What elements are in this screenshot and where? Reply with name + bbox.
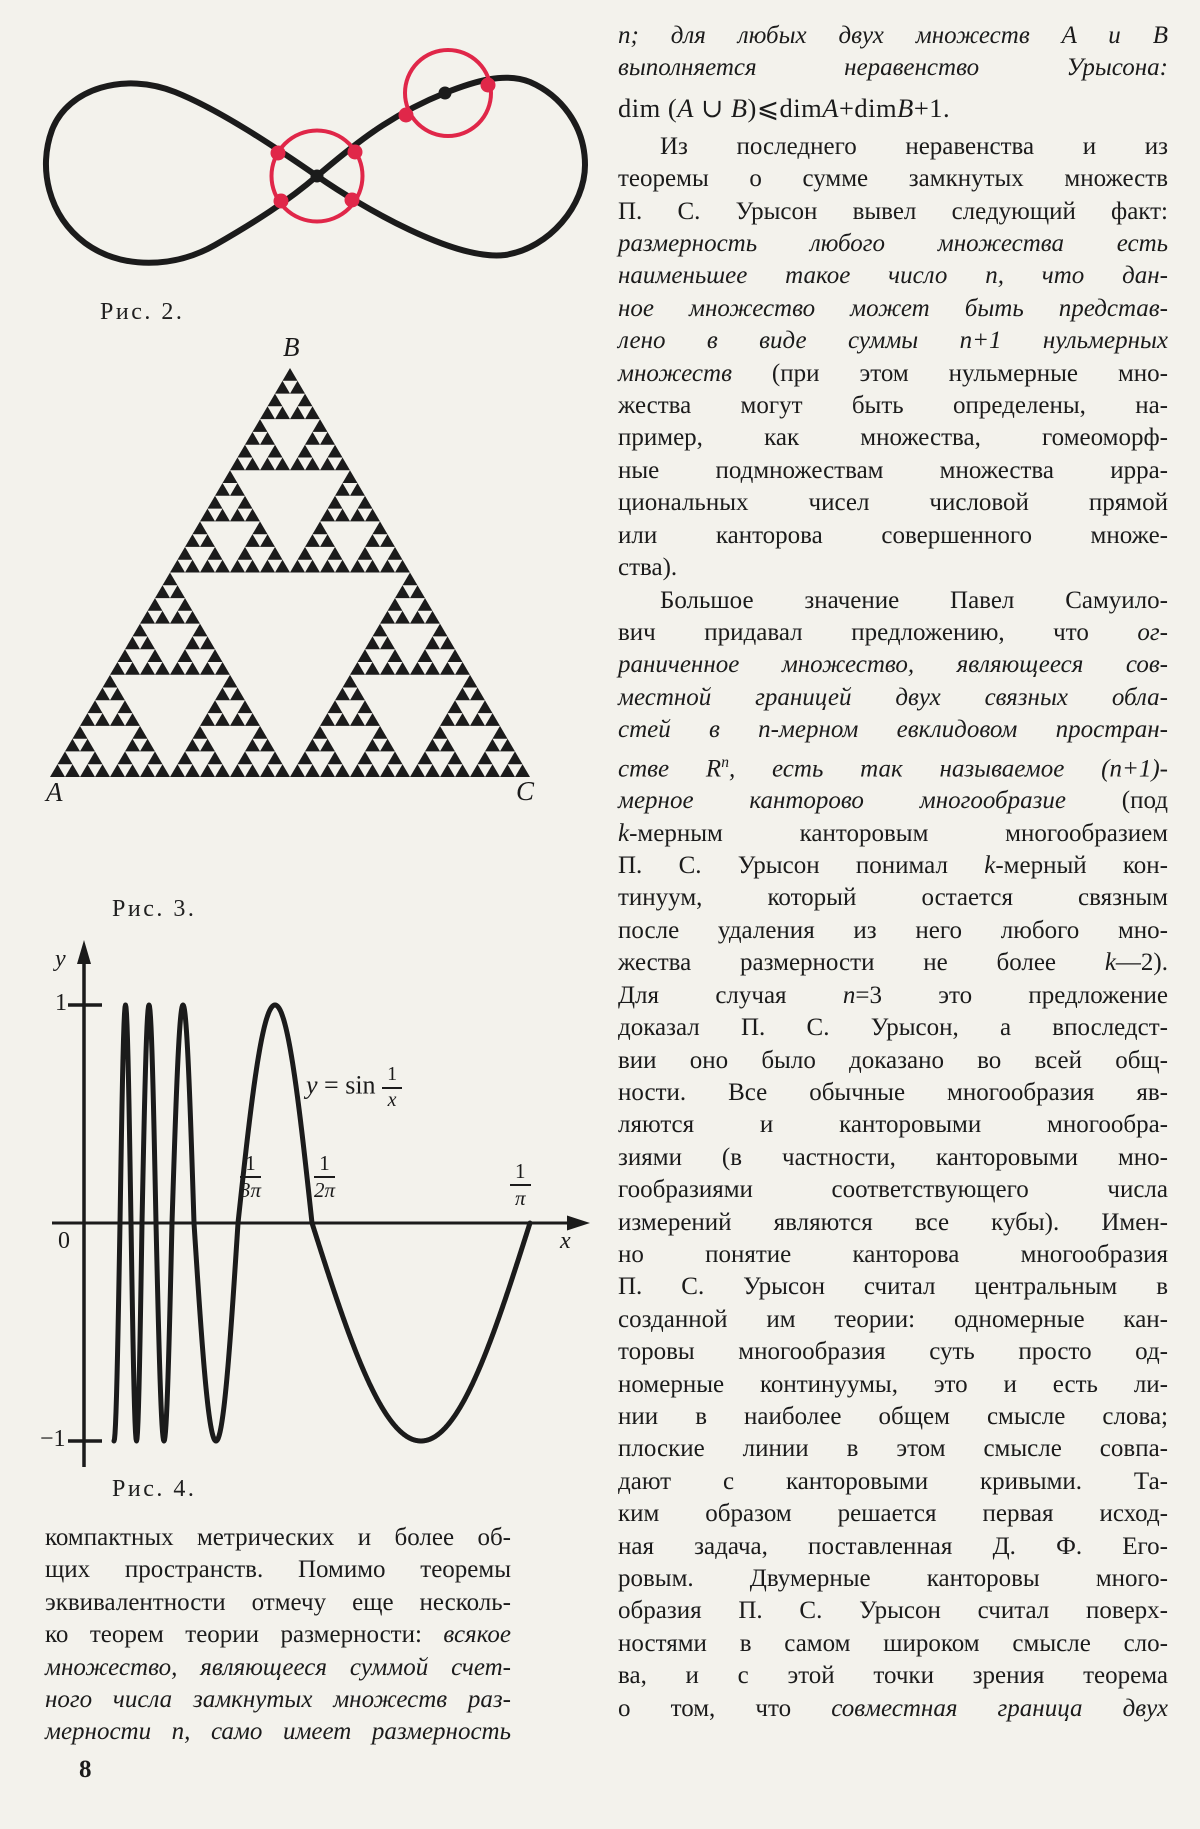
text-line: размерность любого множества есть [618, 230, 1168, 258]
x-tick-1-over-2pi: $\frac{1}{2\pi}$ [314, 1151, 336, 1202]
text-line: дают с канторовыми кривыми. Та- [618, 1467, 1168, 1495]
text-line: щих пространств. Помимо теоремы [45, 1556, 511, 1584]
text-line: стей в n-мерном евклидовом простран- [618, 716, 1168, 744]
x-axis-letter: x [560, 1228, 571, 1254]
text-line: образия П. С. Урысон считал поверх- [618, 1597, 1168, 1625]
sierpinski-triangle-figure [0, 340, 620, 810]
y-tick-1-label: 1 [55, 990, 67, 1016]
figure-eight-curve-figure [0, 0, 620, 300]
figure2-caption: Рис. 2. [100, 299, 185, 325]
text-line: ровым. Двумерные канторовы много- [618, 1565, 1168, 1593]
text-line: но понятие канторова многообразия [618, 1240, 1168, 1268]
y-axis-letter: y [55, 946, 66, 972]
y-axis-arrow [77, 940, 91, 964]
text-line: ляются и канторовыми многообра- [618, 1111, 1168, 1139]
text-line: ные подмножествам множества ирра- [618, 456, 1168, 484]
figure3-caption: Рис. 3. [112, 896, 197, 922]
text-line: созданной им теории: одномерные кан- [618, 1305, 1168, 1333]
text-line: тинуум, который остается связным [618, 884, 1168, 912]
origin-label: 0 [58, 1228, 70, 1254]
figure4-caption: Рис. 4. [112, 1476, 197, 1502]
text-line: ко теорем теории размерности: всякое [45, 1621, 511, 1649]
text-line: или канторова совершенного множе- [618, 521, 1168, 549]
text-line: мерное канторово многообразие (под [618, 787, 1168, 815]
text-line: П. С. Урысон понимал k-мерный кон- [618, 852, 1168, 880]
text-line: множеств (при этом нульмерные мно- [618, 359, 1168, 387]
text-line: доказал П. С. Урысон, а впоследст- [618, 1014, 1168, 1042]
text-line: Из последнего неравенства и из [660, 132, 1168, 160]
text-line: теоремы о сумме замкнутых множеств [618, 165, 1168, 193]
vertex-label-a: A [46, 777, 63, 807]
text-line: вич придавал предложению, что ог- [618, 618, 1168, 646]
text-line: ства). [618, 554, 678, 582]
left-text-column [45, 1522, 511, 1749]
formula-line: dim (A ∪ B)⩽dimA+dimB+1. [618, 92, 951, 123]
vertex-label-b: B [283, 332, 300, 362]
text-line: наименьшее такое число n, что дан- [618, 262, 1168, 290]
text-line: циональных чисел числовой прямой [618, 489, 1168, 517]
text-line: пример, как множества, гомеоморф- [618, 424, 1168, 452]
right-text-column [618, 20, 1168, 1725]
text-line: ности. Все обычные многообразия яв- [618, 1078, 1168, 1106]
text-line: выполняется неравенство Урысона: [618, 54, 1168, 82]
text-line: эквивалентности отмечу еще несколь- [45, 1588, 511, 1616]
text-line: компактных метрических и более об- [45, 1524, 511, 1551]
x-tick-1-over-pi: $\frac{1}{\pi}$ [510, 1160, 564, 1209]
text-line: ва, и с этой точки зрения теорема [618, 1662, 1168, 1690]
x-tick-1-over-3pi: $\frac{1}{3\pi}$ [240, 1151, 262, 1202]
text-line: гообразиями соответствующего числа [618, 1176, 1168, 1204]
text-line: номерные континуумы, это и есть ли- [618, 1370, 1168, 1398]
text-line: множество, являющееся суммой счет- [45, 1653, 511, 1681]
y-tick-minus1-label: −1 [40, 1426, 66, 1452]
text-line: раниченное множество, являющееся сов- [618, 651, 1168, 679]
text-line: Для случая n=3 это предложение [618, 981, 1168, 1009]
text-line: П. С. Урысон считал центральным в [618, 1273, 1168, 1301]
text-line: n; для любых двух множеств A и B [618, 22, 1168, 49]
text-line: П. С. Урысон вывел следующий факт: [618, 197, 1168, 225]
page-number: 8 [79, 1756, 92, 1783]
text-line: плоские линии в этом смысле совпа- [618, 1435, 1168, 1463]
text-line: вии оно было доказано во всей общ- [618, 1046, 1168, 1074]
text-line: о том, что совместная граница двух [618, 1694, 1168, 1722]
vertex-label-c: C [516, 776, 535, 806]
text-line: торовы многообразия суть просто од- [618, 1338, 1168, 1366]
text-line: ная задача, поставленная Д. Ф. Его- [618, 1532, 1168, 1560]
text-line: жества могут быть определены, на- [618, 392, 1168, 420]
text-line: местной границей двух связных обла- [618, 683, 1168, 711]
text-line: нии в наиболее общем смысле слова; [618, 1402, 1168, 1430]
text-line: Большое значение Павел Самуило- [660, 586, 1168, 614]
function-equation-label: y = sin $\frac{1}{x}$ [306, 1064, 402, 1111]
text-line: после удаления из него любого мно- [618, 916, 1168, 944]
text-line: ким образом решается первая исход- [618, 1500, 1168, 1528]
text-line: зиями (в частности, канторовыми мно- [618, 1143, 1168, 1171]
text-line: стве $R^n$, есть так называемое (n+1)- [618, 753, 1168, 782]
text-line: мерности n, само имеет размерность [45, 1718, 511, 1746]
text-line: измерений являются все кубы). Имен- [618, 1208, 1168, 1236]
text-line: k-мерным канторовым многообразием [618, 819, 1168, 847]
text-line: лено в виде суммы n+1 нульмерных [618, 327, 1168, 355]
text-line: жества размерности не более k—2). [618, 949, 1168, 977]
text-line: ного числа замкнутых множеств раз- [45, 1686, 511, 1714]
text-line: ностями в самом широком смысле сло- [618, 1629, 1168, 1657]
text-line: ное множество может быть представ- [618, 294, 1168, 322]
